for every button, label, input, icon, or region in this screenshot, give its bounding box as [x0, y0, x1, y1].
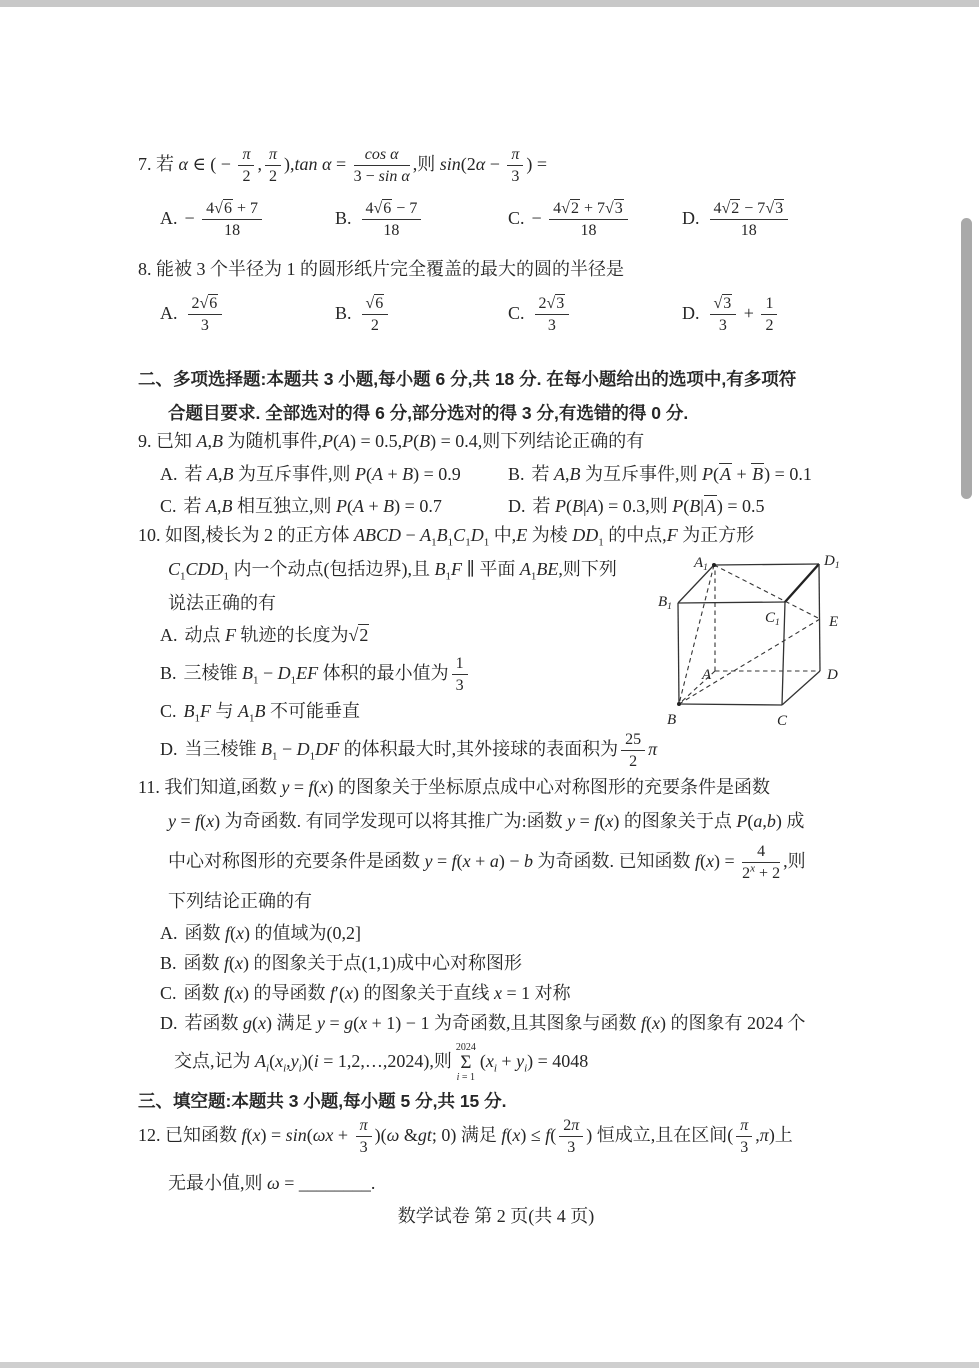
option-formula: 若 A,B 相互独立,则 P(A + B) = 0.7: [183, 496, 442, 516]
q8-option-c: [508, 290, 682, 336]
option-label: A.: [160, 923, 178, 943]
q7-option-a: [160, 195, 335, 241]
option-label: C.: [508, 303, 525, 323]
option-label: C.: [160, 496, 177, 516]
option-formula: 当三棱锥 $B_1 - D_1DF$ 的体积最大时,其外接球的表面积为 $\frac{25}{2}$ π: [184, 731, 658, 771]
q8-option-b: [335, 290, 508, 336]
scrollbar-thumb[interactable]: [961, 218, 972, 499]
option-formula: $\frac{4√6 - 7}{18}$: [359, 208, 425, 228]
vertex-label: $B_1$: [658, 594, 672, 612]
option-formula: 函数 f(x) 的导函数 f′(x) 的图象关于直线 x = 1 对称: [183, 983, 571, 1003]
page-top-edge: [0, 0, 979, 7]
question-10-stem-2: $C_1CDD_1$ 内一个动点(包括边界),且 $B_1F$ ∥ 平面 $A_1BE$,则下列: [168, 559, 617, 583]
option-label: B.: [160, 953, 177, 973]
vertex-label: C: [777, 713, 788, 729]
question-8-stem: 8. 能被 3 个半径为 1 的圆形纸片完全覆盖的最大的圆的半径是: [138, 259, 624, 279]
question-11-stem-4: 下列结论正确的有: [168, 891, 312, 911]
option-label: B.: [335, 208, 352, 228]
option-label: C.: [160, 701, 177, 721]
q7-option-d: [682, 195, 862, 241]
q11-option-d: [138, 1008, 862, 1038]
option-label: C.: [508, 208, 525, 228]
vertex-label: $D_1$: [824, 553, 840, 571]
question-11-stem-3: 中心对称图形的充要条件是函数 y = f(x + a) − b 为奇函数. 已知函数 f(x) = $\frac{4}{2^x + 2}$ ,则: [168, 843, 806, 883]
option-formula: 函数 f(x) 的图象关于点(1,1)成中心对称图形: [183, 953, 523, 973]
vertex-label: $C_1$: [765, 610, 780, 628]
q8-option-d: [682, 290, 862, 336]
option-formula: 若 A,B 为互斥事件,则 P(A + B) = 0.1: [531, 464, 812, 484]
q9-option-a: [160, 458, 508, 490]
cube-solid-edges: [678, 564, 820, 705]
option-formula: $\frac{√6}{2}$: [359, 303, 392, 323]
question-10-stem-1: 10. 如图,棱长为 2 的正方体 ABCD − $A_1B_1C_1D_1$ 中,E 为棱 $DD_1$ 的中点,F 为正方形: [138, 525, 755, 549]
question-7-options: [138, 195, 862, 241]
q11-option-d-continued: 交点,记为 $A_i(x_i,y_i)(i$ = 1,2,…,2024),则 2024 Σ i = 1 $(x_i + y_i) = 4048$: [174, 1042, 589, 1084]
vertex-dot-b: [677, 702, 681, 706]
option-formula: 若 A,B 为互斥事件,则 P(A + B) = 0.9: [184, 464, 461, 484]
question-10: [138, 518, 862, 772]
option-formula: − $\frac{4√6 + 7}{18}$: [185, 208, 265, 228]
question-9: [138, 424, 862, 522]
question-12-line-1: 12. 已知函数 f(x) = sin(ωx + $\frac{\pi}{3}$ )(ω &gt; 0) 满足 f(x) ≤ f( $\frac{2\pi}{3}$ ) 恒成立,且在区间( $\frac{\pi}{3}$ ,π)上: [138, 1117, 793, 1157]
question-8-options: [138, 290, 862, 336]
question-7-stem: 7. 若 α ∈ ( − $\frac{\pi}{2}$ , $\frac{\pi}{2}$ ),tan α = $\frac{\text{cos α}}{\text{3 − sin α}}$ ,则 sin(2α − $\frac{\pi}{3}$ ) =: [138, 146, 548, 186]
q11-option-b: [138, 948, 862, 978]
option-formula: − $\frac{4√2 + 7√3}{18}$: [532, 208, 631, 228]
section-3-line-1: 三、填空题:本题共 3 小题,每小题 5 分,共 15 分.: [138, 1091, 507, 1111]
option-formula: 动点 F 轨迹的长度为√2: [184, 625, 369, 645]
section-2-line-1: 二、多项选择题:本题共 3 小题,每小题 6 分,共 18 分. 在每小题给出的选项中,有多项符: [138, 369, 797, 389]
option-label: D.: [682, 208, 700, 228]
option-formula: 三棱锥 $B_1 - D_1EF$ 体积的最小值为 $\frac{1}{3}$: [184, 663, 471, 683]
section-2-header: [138, 362, 862, 430]
option-label: D.: [160, 1013, 178, 1033]
option-formula: 若 P(B|A) = 0.3,则 P(B|A) = 0.5: [532, 496, 765, 516]
option-formula: 函数 f(x) 的值域为(0,2]: [184, 923, 361, 943]
vertex-dot-a1: [712, 563, 716, 567]
question-11-stem-2: y = f(x) 为奇函数. 有同学发现可以将其推广为:函数 y = f(x) 的图象关于点 P(a,b) 成: [168, 811, 805, 831]
question-7: [138, 141, 862, 241]
option-label: D.: [160, 739, 178, 759]
question-9-stem: 9. 已知 A,B 为随机事件,P(A) = 0.5,P(B) = 0.4,则下列结论正确的有: [138, 431, 645, 451]
option-formula: $\frac{2√6}{3}$: [185, 303, 226, 323]
option-label: A.: [160, 464, 178, 484]
option-label: B.: [160, 663, 177, 683]
option-label: A.: [160, 303, 178, 323]
q8-option-a: [160, 290, 335, 336]
question-11: [138, 770, 862, 1084]
page-footer: 数学试卷 第 2 页(共 4 页): [397, 1206, 595, 1226]
question-11-stem-1: 11. 我们知道,函数 y = f(x) 的图象关于坐标原点成中心对称图形的充要条件是函数: [138, 777, 771, 797]
q9-option-b: [508, 458, 862, 490]
vertex-label: D: [827, 667, 838, 683]
cube-figure: [652, 543, 880, 745]
question-9-options: [138, 458, 862, 522]
option-formula: $B_1F$ 与 $A_1B$ 不可能垂直: [183, 701, 361, 725]
question-8: [138, 252, 862, 336]
option-formula: 若函数 g(x) 满足 y = g(x + 1) − 1 为奇函数,且其图象与函数 f(x) 的图象有 2024 个: [184, 1013, 806, 1033]
vertex-label: $A_1$: [694, 555, 708, 573]
section-2-line-2: 合题目要求. 全部选对的得 6 分,部分选对的得 3 分,有选错的得 0 分.: [168, 403, 689, 423]
option-label: A.: [160, 625, 178, 645]
option-formula: $\frac{4√2 - 7√3}{18}$: [707, 208, 792, 228]
question-12-line-2: 无最小值,则 ω = ________.: [168, 1173, 376, 1193]
q11-option-c: [138, 978, 862, 1008]
page-bottom-edge: [0, 1362, 979, 1368]
question-12: [138, 1112, 862, 1200]
vertex-label: A: [702, 667, 712, 683]
question-10-stem-3: 说法正确的有: [168, 593, 276, 613]
option-formula: $\frac{2√3}{3}$: [532, 303, 573, 323]
q11-option-a: [138, 918, 862, 948]
option-label: B.: [335, 303, 352, 323]
option-formula: $\frac{√3}{3}$ + $\frac{1}{2}$: [707, 303, 781, 323]
q7-option-b: [335, 195, 508, 241]
option-label: B.: [508, 464, 525, 484]
option-label: D.: [682, 303, 700, 323]
q7-option-c: [508, 195, 682, 241]
vertex-label: E: [829, 614, 839, 630]
vertex-label: B: [667, 712, 677, 728]
option-label: C.: [160, 983, 177, 1003]
option-label: D.: [508, 496, 526, 516]
option-label: A.: [160, 208, 178, 228]
